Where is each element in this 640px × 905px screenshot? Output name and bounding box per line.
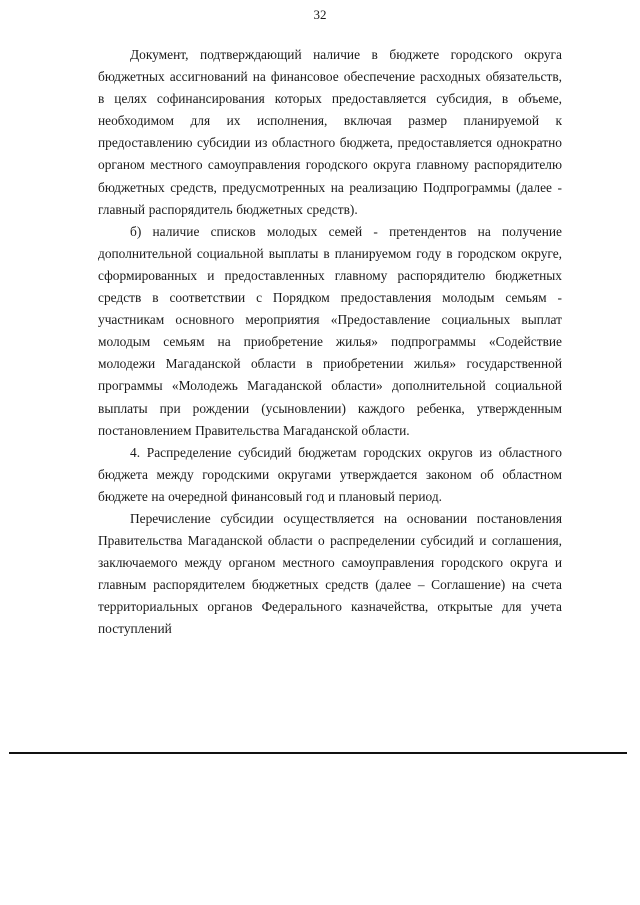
paragraph-subsidy-transfer: Перечисление субсидии осуществляется на основании постановления Правительства Магаданской области о распределении субсидий и соглашения, заключаемого между органом местного самоуправления городского округа и главным распорядителем бюджетных средств (далее – Соглашение) на счета территориальных органов Федерального казначейства, открытые для учета поступлений (98, 510, 562, 637)
paragraph-subsidy-distribution: 4. Распределение субсидий бюджетам городских округов из областного бюджета между городскими округами утверждается законом об областном бюджете на очередной финансовый год и плановый период. (98, 444, 562, 504)
paragraph-young-families-lists: б) наличие списков молодых семей - претендентов на получение дополнительной социальной выплаты в планируемом году в городском округе, сформированных и предоставленных главному распорядителю бюджетных средств в соответствии с Порядком предоставления молодым семьям - участникам основного мероприятия «Предоставление социальных выплат молодым семьям на приобретение жилья» подпрограммы «Содействие молодежи Магаданской области в приобретении жилья» государственной программы «Молодежь Магаданской области» дополнительной социальной выплаты при рождении (усыновлении) каждого ребенка, утвержденным постановлением Правительства Магаданской области. (98, 223, 562, 438)
page-number: 32 (313, 7, 327, 22)
document-body (98, 44, 562, 641)
scan-edge-line (9, 752, 627, 754)
paragraph-budget-confirmation: Документ, подтверждающий наличие в бюджете городского округа бюджетных ассигнований на финансовое обеспечение расходных обязательств, в целях софинансирования которых предоставляется субсидия, в объеме, необходимом для их исполнения, включая размер планируемой к предоставлению субсидии из областного бюджета, предоставляется однократно органом местного самоуправления городского округа главному распорядителю бюджетных средств, предусмотренных на реализацию Подпрограммы (далее - главный распорядитель бюджетных средств). (98, 47, 562, 217)
